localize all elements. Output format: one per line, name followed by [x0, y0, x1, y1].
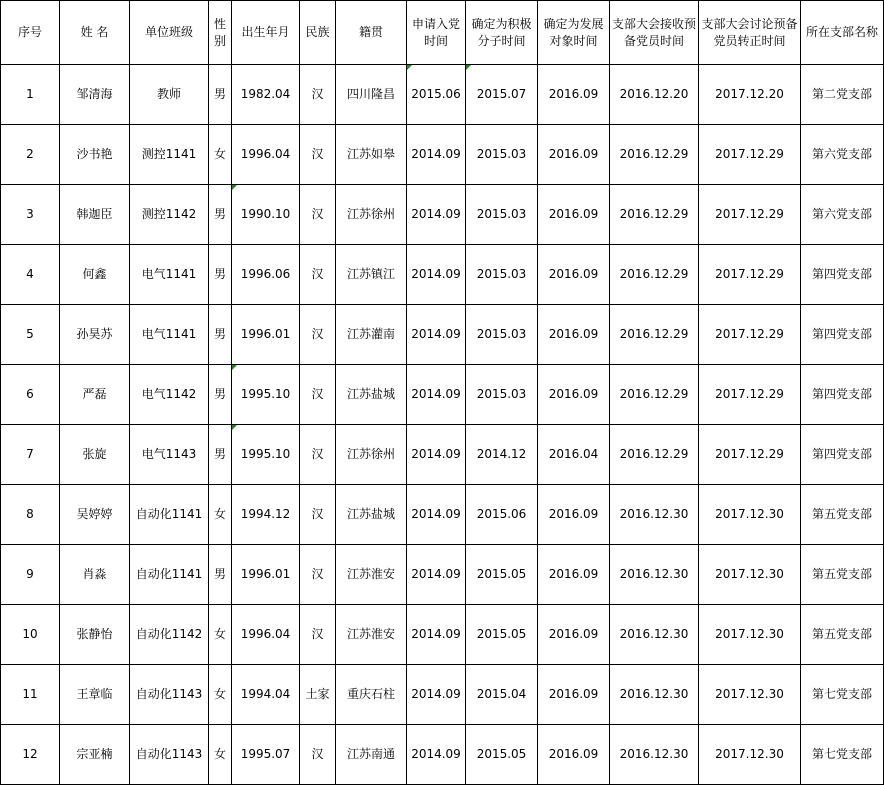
- cell-apply-date[interactable]: 2014.09: [407, 305, 466, 365]
- cell-candidate-date[interactable]: 2016.09: [538, 605, 610, 665]
- cell-candidate-date[interactable]: 2016.09: [538, 245, 610, 305]
- cell-candidate-date[interactable]: 2016.09: [538, 185, 610, 245]
- cell-activist-date[interactable]: 2015.03: [466, 125, 538, 185]
- header-class[interactable]: 单位班级: [130, 1, 209, 65]
- cell-index[interactable]: 8: [1, 485, 60, 545]
- cell-gender[interactable]: 男: [209, 65, 232, 125]
- cell-activist-date[interactable]: 2015.05: [466, 605, 538, 665]
- table-row: [1, 425, 884, 485]
- cell-branch[interactable]: 第四党支部: [801, 305, 884, 365]
- cell-ethnicity[interactable]: 汉: [300, 185, 336, 245]
- cell-class[interactable]: 测控1142: [130, 185, 209, 245]
- cell-apply-date[interactable]: 2014.09: [407, 125, 466, 185]
- cell-gender[interactable]: 女: [209, 485, 232, 545]
- cell-probation-date[interactable]: 2016.12.29: [610, 125, 699, 185]
- cell-probation-date[interactable]: 2016.12.30: [610, 665, 699, 725]
- cell-hometown[interactable]: 四川隆昌: [336, 65, 407, 125]
- cell-hometown[interactable]: 江苏徐州: [336, 425, 407, 485]
- cell-name[interactable]: 韩迦臣: [60, 185, 130, 245]
- cell-candidate-date[interactable]: 2016.09: [538, 305, 610, 365]
- cell-gender[interactable]: 女: [209, 725, 232, 785]
- cell-branch[interactable]: 第五党支部: [801, 485, 884, 545]
- cell-ethnicity[interactable]: 汉: [300, 725, 336, 785]
- cell-ethnicity[interactable]: 汉: [300, 125, 336, 185]
- cell-birth[interactable]: 1996.04: [232, 125, 300, 185]
- cell-hometown[interactable]: 江苏南通: [336, 725, 407, 785]
- cell-name[interactable]: 吴婷婷: [60, 485, 130, 545]
- cell-full-member-date[interactable]: 2017.12.29: [699, 125, 801, 185]
- cell-full-member-date[interactable]: 2017.12.29: [699, 425, 801, 485]
- cell-apply-date[interactable]: 2014.09: [407, 365, 466, 425]
- cell-apply-date[interactable]: 2014.09: [407, 605, 466, 665]
- cell-gender[interactable]: 男: [209, 365, 232, 425]
- cell-hometown[interactable]: 江苏徐州: [336, 185, 407, 245]
- cell-class[interactable]: 电气1141: [130, 305, 209, 365]
- cell-class[interactable]: 自动化1143: [130, 725, 209, 785]
- cell-name[interactable]: 邹清海: [60, 65, 130, 125]
- cell-full-member-date[interactable]: 2017.12.20: [699, 65, 801, 125]
- cell-activist-date[interactable]: 2015.03: [466, 245, 538, 305]
- cell-probation-date[interactable]: 2016.12.20: [610, 65, 699, 125]
- cell-activist-date[interactable]: 2015.05: [466, 725, 538, 785]
- cell-ethnicity[interactable]: 汉: [300, 605, 336, 665]
- cell-branch[interactable]: 第六党支部: [801, 125, 884, 185]
- cell-birth[interactable]: 1995.10: [232, 365, 300, 425]
- cell-branch[interactable]: 第六党支部: [801, 185, 884, 245]
- cell-class[interactable]: 自动化1141: [130, 485, 209, 545]
- cell-activist-date[interactable]: 2015.05: [466, 545, 538, 605]
- cell-activist-date[interactable]: 2015.03: [466, 365, 538, 425]
- cell-full-member-date[interactable]: 2017.12.30: [699, 725, 801, 785]
- cell-apply-date[interactable]: 2014.09: [407, 545, 466, 605]
- cell-apply-date[interactable]: 2014.09: [407, 665, 466, 725]
- cell-class[interactable]: 电气1141: [130, 245, 209, 305]
- cell-apply-date[interactable]: 2014.09: [407, 725, 466, 785]
- cell-full-member-date[interactable]: 2017.12.29: [699, 185, 801, 245]
- cell-probation-date[interactable]: 2016.12.29: [610, 425, 699, 485]
- cell-ethnicity[interactable]: 汉: [300, 245, 336, 305]
- cell-hometown[interactable]: 江苏淮安: [336, 545, 407, 605]
- cell-index[interactable]: 7: [1, 425, 60, 485]
- cell-branch[interactable]: 第四党支部: [801, 425, 884, 485]
- cell-name[interactable]: 张旋: [60, 425, 130, 485]
- cell-activist-date[interactable]: 2015.03: [466, 305, 538, 365]
- table-row: [1, 485, 884, 545]
- cell-birth[interactable]: 1995.10: [232, 425, 300, 485]
- cell-name[interactable]: 何鑫: [60, 245, 130, 305]
- cell-branch[interactable]: 第五党支部: [801, 605, 884, 665]
- cell-apply-date[interactable]: 2014.09: [407, 245, 466, 305]
- cell-probation-date[interactable]: 2016.12.29: [610, 305, 699, 365]
- cell-hometown[interactable]: 江苏盐城: [336, 365, 407, 425]
- cell-candidate-date[interactable]: 2016.09: [538, 665, 610, 725]
- cell-hometown[interactable]: 重庆石柱: [336, 665, 407, 725]
- cell-birth[interactable]: 1994.12: [232, 485, 300, 545]
- cell-class[interactable]: 电气1143: [130, 425, 209, 485]
- header-branch[interactable]: 所在支部名称: [801, 1, 884, 65]
- cell-index[interactable]: 6: [1, 365, 60, 425]
- cell-branch[interactable]: 第七党支部: [801, 665, 884, 725]
- cell-candidate-date[interactable]: 2016.09: [538, 485, 610, 545]
- cell-index[interactable]: 1: [1, 65, 60, 125]
- cell-birth[interactable]: 1996.06: [232, 245, 300, 305]
- header-hometown[interactable]: 籍贯: [336, 1, 407, 65]
- cell-gender[interactable]: 男: [209, 425, 232, 485]
- table-row: [1, 665, 884, 725]
- cell-branch[interactable]: 第二党支部: [801, 65, 884, 125]
- header-activist-date[interactable]: 确定为积极分子时间: [466, 1, 538, 65]
- cell-gender[interactable]: 女: [209, 125, 232, 185]
- cell-name[interactable]: 孙昊苏: [60, 305, 130, 365]
- cell-class[interactable]: 测控1141: [130, 125, 209, 185]
- cell-gender[interactable]: 男: [209, 305, 232, 365]
- header-name[interactable]: 姓 名: [60, 1, 130, 65]
- cell-hometown[interactable]: 江苏盐城: [336, 485, 407, 545]
- cell-probation-date[interactable]: 2016.12.30: [610, 725, 699, 785]
- cell-index[interactable]: 11: [1, 665, 60, 725]
- header-candidate-date[interactable]: 确定为发展对象时间: [538, 1, 610, 65]
- cell-class[interactable]: 自动化1142: [130, 605, 209, 665]
- cell-name[interactable]: 严磊: [60, 365, 130, 425]
- cell-index[interactable]: 9: [1, 545, 60, 605]
- cell-candidate-date[interactable]: 2016.04: [538, 425, 610, 485]
- cell-ethnicity[interactable]: 汉: [300, 425, 336, 485]
- table-row: [1, 605, 884, 665]
- header-probation-date[interactable]: 支部大会接收预备党员时间: [610, 1, 699, 65]
- cell-full-member-date[interactable]: 2017.12.29: [699, 365, 801, 425]
- cell-hometown[interactable]: 江苏如皋: [336, 125, 407, 185]
- cell-full-member-date[interactable]: 2017.12.30: [699, 485, 801, 545]
- cell-full-member-date[interactable]: 2017.12.30: [699, 545, 801, 605]
- cell-branch[interactable]: 第五党支部: [801, 545, 884, 605]
- cell-name[interactable]: 王章临: [60, 665, 130, 725]
- cell-birth[interactable]: 1996.01: [232, 545, 300, 605]
- cell-birth[interactable]: 1982.04: [232, 65, 300, 125]
- table-row: [1, 545, 884, 605]
- cell-index[interactable]: 10: [1, 605, 60, 665]
- cell-birth[interactable]: 1996.01: [232, 305, 300, 365]
- table-row: [1, 305, 884, 365]
- cell-probation-date[interactable]: 2016.12.30: [610, 605, 699, 665]
- cell-index[interactable]: 2: [1, 125, 60, 185]
- cell-ethnicity[interactable]: 汉: [300, 305, 336, 365]
- header-gender[interactable]: 性别: [209, 1, 232, 65]
- cell-index[interactable]: 4: [1, 245, 60, 305]
- cell-index[interactable]: 12: [1, 725, 60, 785]
- cell-candidate-date[interactable]: 2016.09: [538, 125, 610, 185]
- cell-ethnicity[interactable]: 汉: [300, 65, 336, 125]
- cell-branch[interactable]: 第四党支部: [801, 365, 884, 425]
- cell-probation-date[interactable]: 2016.12.29: [610, 365, 699, 425]
- cell-name[interactable]: 张静怡: [60, 605, 130, 665]
- cell-ethnicity[interactable]: 土家: [300, 665, 336, 725]
- cell-birth[interactable]: 1994.04: [232, 665, 300, 725]
- cell-gender[interactable]: 男: [209, 245, 232, 305]
- cell-ethnicity[interactable]: 汉: [300, 545, 336, 605]
- cell-class[interactable]: 电气1142: [130, 365, 209, 425]
- cell-gender[interactable]: 女: [209, 665, 232, 725]
- cell-hometown[interactable]: 江苏灌南: [336, 305, 407, 365]
- table-row: [1, 65, 884, 125]
- cell-candidate-date[interactable]: 2016.09: [538, 365, 610, 425]
- cell-gender[interactable]: 男: [209, 185, 232, 245]
- cell-activist-date[interactable]: 2015.04: [466, 665, 538, 725]
- header-row: [1, 1, 884, 65]
- cell-class[interactable]: 自动化1143: [130, 665, 209, 725]
- cell-activist-date[interactable]: 2014.12: [466, 425, 538, 485]
- table-row: [1, 125, 884, 185]
- header-birth[interactable]: 出生年月: [232, 1, 300, 65]
- cell-full-member-date[interactable]: 2017.12.30: [699, 605, 801, 665]
- cell-hometown[interactable]: 江苏淮安: [336, 605, 407, 665]
- cell-gender[interactable]: 女: [209, 605, 232, 665]
- cell-probation-date[interactable]: 2016.12.29: [610, 185, 699, 245]
- cell-branch[interactable]: 第七党支部: [801, 725, 884, 785]
- cell-candidate-date[interactable]: 2016.09: [538, 545, 610, 605]
- cell-class[interactable]: 自动化1141: [130, 545, 209, 605]
- table-row: [1, 245, 884, 305]
- cell-birth[interactable]: 1990.10: [232, 185, 300, 245]
- cell-candidate-date[interactable]: 2016.09: [538, 725, 610, 785]
- cell-class[interactable]: 教师: [130, 65, 209, 125]
- cell-name[interactable]: 宗亚楠: [60, 725, 130, 785]
- cell-full-member-date[interactable]: 2017.12.30: [699, 665, 801, 725]
- cell-activist-date[interactable]: 2015.06: [466, 485, 538, 545]
- cell-name[interactable]: 沙书艳: [60, 125, 130, 185]
- cell-apply-date[interactable]: 2015.06: [407, 65, 466, 125]
- cell-birth[interactable]: 1995.07: [232, 725, 300, 785]
- header-apply-date[interactable]: 申请入党时间: [407, 1, 466, 65]
- cell-candidate-date[interactable]: 2016.09: [538, 65, 610, 125]
- header-index[interactable]: 序号: [1, 1, 60, 65]
- cell-full-member-date[interactable]: 2017.12.29: [699, 305, 801, 365]
- cell-activist-date[interactable]: 2015.07: [466, 65, 538, 125]
- cell-branch[interactable]: 第四党支部: [801, 245, 884, 305]
- cell-hometown[interactable]: 江苏镇江: [336, 245, 407, 305]
- cell-activist-date[interactable]: 2015.03: [466, 185, 538, 245]
- cell-apply-date[interactable]: 2014.09: [407, 485, 466, 545]
- cell-gender[interactable]: 男: [209, 545, 232, 605]
- cell-name[interactable]: 肖淼: [60, 545, 130, 605]
- cell-probation-date[interactable]: 2016.12.30: [610, 545, 699, 605]
- table-row: [1, 185, 884, 245]
- cell-index[interactable]: 5: [1, 305, 60, 365]
- cell-full-member-date[interactable]: 2017.12.29: [699, 245, 801, 305]
- cell-ethnicity[interactable]: 汉: [300, 365, 336, 425]
- cell-apply-date[interactable]: 2014.09: [407, 185, 466, 245]
- cell-birth[interactable]: 1996.04: [232, 605, 300, 665]
- cell-index[interactable]: 3: [1, 185, 60, 245]
- cell-probation-date[interactable]: 2016.12.29: [610, 245, 699, 305]
- table-row: [1, 725, 884, 785]
- cell-ethnicity[interactable]: 汉: [300, 485, 336, 545]
- header-full-member-date[interactable]: 支部大会讨论预备党员转正时间: [699, 1, 801, 65]
- header-ethnicity[interactable]: 民族: [300, 1, 336, 65]
- cell-apply-date[interactable]: 2014.09: [407, 425, 466, 485]
- cell-probation-date[interactable]: 2016.12.30: [610, 485, 699, 545]
- table-row: [1, 365, 884, 425]
